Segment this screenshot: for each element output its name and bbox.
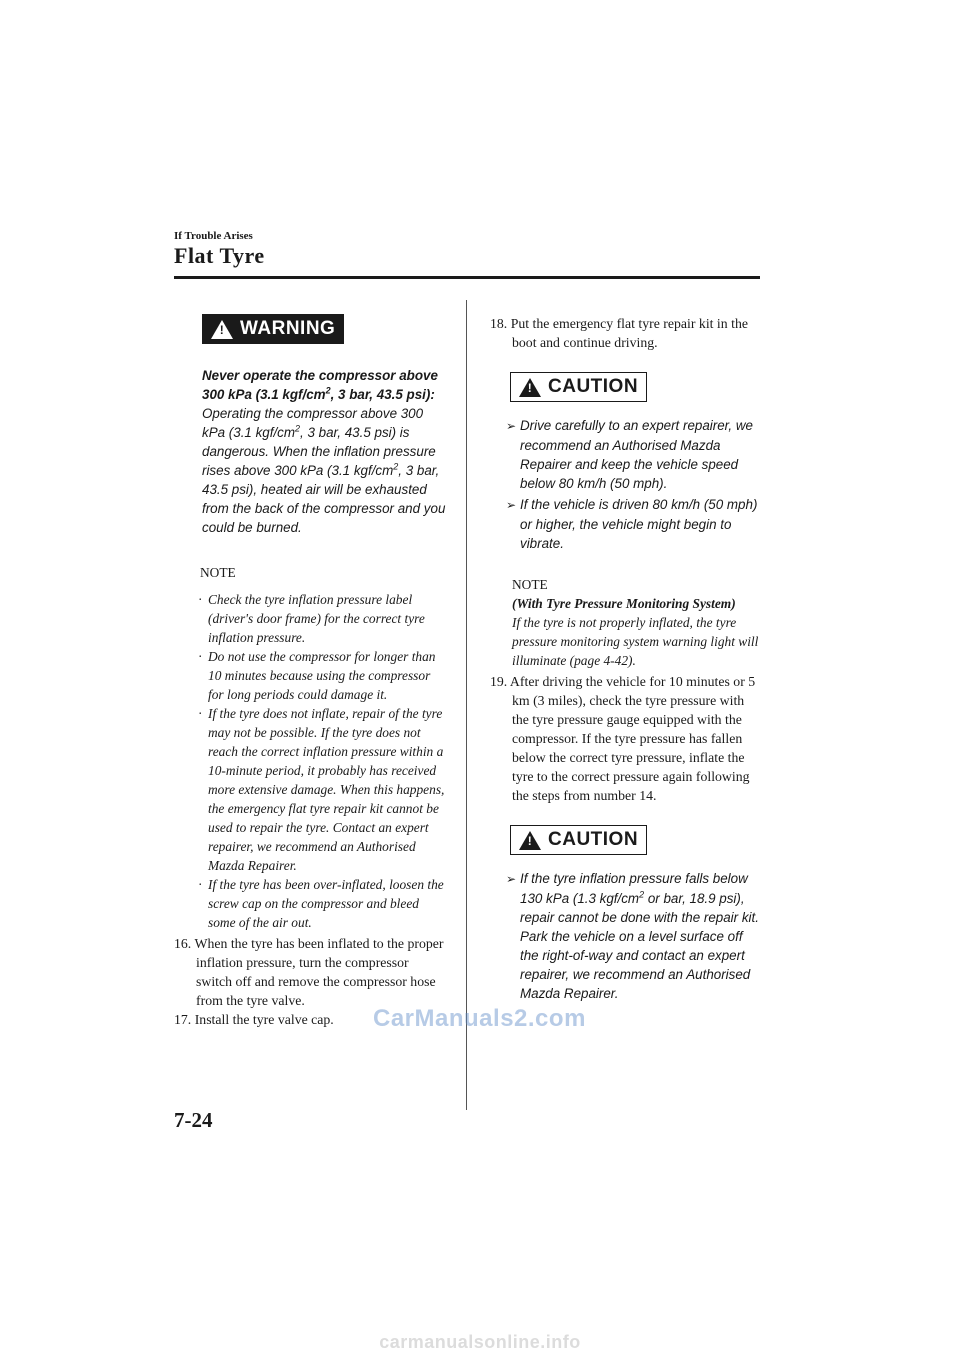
arrow-icon: ➢ xyxy=(506,872,517,886)
right-column xyxy=(490,300,762,1005)
caution-icon: ! xyxy=(519,831,541,850)
watermark: CarManuals2.com xyxy=(373,1005,586,1032)
warning-heading: Never operate the compressor above 300 kPa (3.1 kgf/$cm^2$, 3 bar, 43.5 psi): xyxy=(202,368,438,402)
caution-item: ➢ If the tyre inflation pressure falls below 130 kPa (1.3 kgf/$cm^2$ or bar, 18.9 psi), repair cannot be done with the repair kit. Park the vehicle on a level surface off the right-of-way and contact an expert repairer, we recommend an Authorised Mazda Repairer. xyxy=(506,871,759,1001)
note-block xyxy=(512,575,762,670)
page-title: Flat Tyre xyxy=(174,243,265,268)
note-subheading: (With Tyre Pressure Monitoring System) xyxy=(512,596,736,611)
footer-watermark: carmanualsonline.info xyxy=(379,1332,581,1352)
caution-list xyxy=(490,416,762,553)
note-item: · If the tyre does not inflate, repair of the tyre may not be possible. If the tyre does not reach the correct inflation pressure within a 10-minute period, it probably has received more extensive damage. When this happens, the emergency flat tyre repair kit cannot be used to repair the tyre. Contact an expert repairer, we recommend an Authorised Mazda Repairer. xyxy=(198,706,445,873)
note-list xyxy=(174,590,446,932)
arrow-icon: ➢ xyxy=(506,498,517,512)
note-label: NOTE xyxy=(200,565,236,580)
warning-block xyxy=(174,314,446,537)
section-label: If Trouble Arises xyxy=(174,230,253,242)
note-text: If the tyre is not properly inflated, the tyre pressure monitoring system warning light will illuminate (page 4-42). xyxy=(512,615,759,668)
caution-badge xyxy=(510,372,647,402)
step-18: 18. Put the emergency flat tyre repair kit in the boot and continue driving. xyxy=(490,316,748,350)
caution-badge xyxy=(510,825,647,855)
caution-item: ➢ Drive carefully to an expert repairer, we recommend an Authorised Mazda Repairer and keep the vehicle speed below 80 km/h (50 mph). xyxy=(506,418,753,491)
warning-body: Operating the compressor above 300 kPa (3.1 kgf/$cm^2$, 3 bar, 43.5 psi) is dangerous. When the inflation pressure rises above 300 kPa (3.1 kgf/$cm^2$, 3 bar, 43.5 psi), heated air will be exhausted from the back of the compressor and you could be burned. xyxy=(202,406,446,535)
page-number: 7-24 xyxy=(174,1108,213,1132)
note-item: · Check the tyre inflation pressure label (driver's door frame) for the correct tyre inflation pressure. xyxy=(198,592,425,645)
column-divider xyxy=(466,300,467,1110)
warning-badge-label: WARNING xyxy=(240,318,336,339)
warning-badge xyxy=(202,314,344,344)
caution-item: ➢ If the vehicle is driven 80 km/h (50 mph) or higher, the vehicle might begin to vibrate. xyxy=(506,497,758,551)
caution-icon: ! xyxy=(519,378,541,397)
step-19: 19. After driving the vehicle for 10 minutes or 5 km (3 miles), check the tyre pressure with the tyre pressure gauge equipped with the compressor. If the tyre pressure has fallen below the correct tyre pressure, inflate the tyre to the correct pressure again following the steps from number 14. xyxy=(490,674,756,803)
caution-list xyxy=(490,869,762,1003)
arrow-icon: ➢ xyxy=(506,419,517,433)
step-17: 17. Install the tyre valve cap. xyxy=(174,1012,334,1027)
note-item: · If the tyre has been over-inflated, loosen the screw cap on the compressor and bleed some of the air out. xyxy=(198,877,444,930)
warning-icon: ! xyxy=(211,320,233,339)
step-16: 16. When the tyre has been inflated to the proper inflation pressure, turn the compressor switch off and remove the compressor hose from the tyre valve. xyxy=(174,936,444,1008)
note-item: · Do not use the compressor for longer than 10 minutes because using the compressor for long periods could damage it. xyxy=(198,649,436,702)
note-label: NOTE xyxy=(512,577,548,592)
left-column xyxy=(174,300,446,1029)
caution-badge-label: CAUTION xyxy=(548,829,639,850)
caution-badge-label: CAUTION xyxy=(548,376,639,397)
header-rule xyxy=(174,276,760,279)
